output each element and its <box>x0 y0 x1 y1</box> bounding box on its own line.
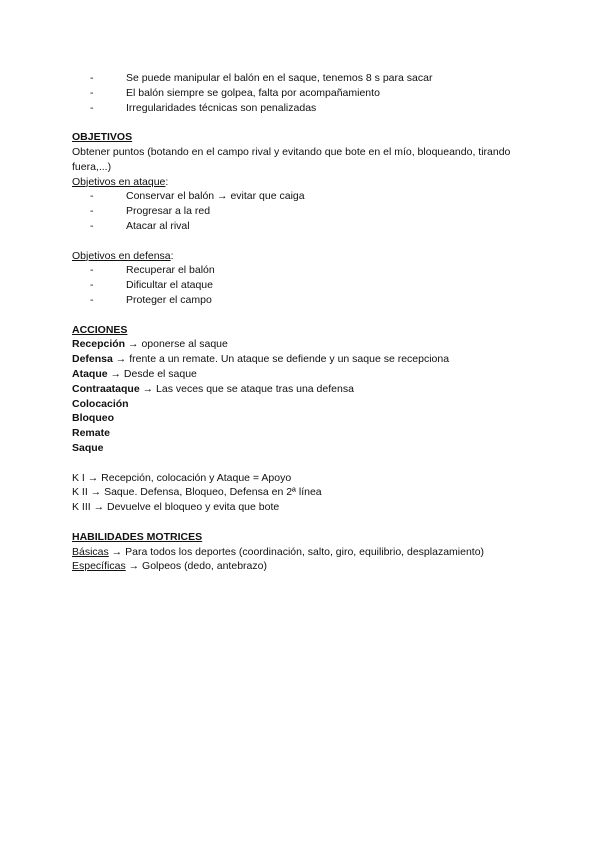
accion-term: Bloqueo <box>72 412 114 425</box>
intro-bullet-list <box>72 71 532 115</box>
defensa-bullet-list <box>72 263 532 307</box>
accion-term: Defensa <box>72 353 113 366</box>
spacer <box>72 515 532 530</box>
spacer <box>72 115 532 130</box>
list-item <box>90 101 532 116</box>
accion-line <box>72 426 532 441</box>
ataque-label: Objetivos en ataque <box>72 175 166 188</box>
bullet-text: El balón siempre se golpea, falta por acompañamiento <box>126 86 380 99</box>
bullet-dash: - <box>90 205 94 218</box>
bullet-text: Atacar al rival <box>126 219 190 232</box>
bullet-text: Conservar el balón → evitar que caiga <box>126 190 305 203</box>
accion-line <box>72 411 532 426</box>
bullet-dash: - <box>90 264 94 277</box>
section-heading-habilidades: HABILIDADES MOTRICES <box>72 530 203 543</box>
accion-term: Remate <box>72 427 110 440</box>
accion-line <box>72 397 532 412</box>
bullet-text: Recuperar el balón <box>126 264 215 277</box>
section-heading-objetivos: OBJETIVOS <box>72 131 133 144</box>
k-line: K II → Saque. Defensa, Bloqueo, Defensa en 2ª línea <box>72 486 322 499</box>
bullet-text: Proteger el campo <box>126 293 212 306</box>
section-heading-acciones: ACCIONES <box>72 323 128 336</box>
bullet-dash: - <box>90 293 94 306</box>
list-item <box>90 71 532 86</box>
bullet-dash: - <box>90 190 94 203</box>
list-item <box>90 86 532 101</box>
ataque-bullet-list <box>72 189 532 233</box>
k-line: K I → Recepción, colocación y Ataque = Apoyo <box>72 471 292 484</box>
defensa-label-line: Objetivos en defensa: <box>72 249 174 262</box>
list-item <box>90 219 532 234</box>
accion-term: Contraataque <box>72 382 140 395</box>
spacer <box>72 308 532 323</box>
bullet-dash: - <box>90 72 94 84</box>
accion-term: Colocación <box>72 397 129 410</box>
k-line: K III → Devuelve el bloqueo y evita que bote <box>72 501 280 514</box>
accion-desc: → Desde el saque <box>107 367 197 380</box>
accion-line <box>72 441 532 456</box>
accion-desc: → oponerse al saque <box>125 338 228 351</box>
ataque-label-line: Objetivos en ataque: <box>72 175 169 188</box>
accion-term: Recepción <box>72 338 126 351</box>
accion-line <box>72 367 532 382</box>
accion-term: Ataque <box>72 367 108 380</box>
bullet-dash: - <box>90 86 94 99</box>
accion-desc: → frente a un remate. Un ataque se defiende y un saque se recepciona <box>112 353 450 366</box>
basicas-text: → Para todos los deportes (coordinación, salto, giro, equilibrio, desplazamiento) <box>108 545 485 558</box>
accion-line <box>72 382 532 397</box>
bullet-text: Se puede manipular el balón en el saque, tenemos 8 s para sacar <box>126 72 433 84</box>
accion-line <box>72 352 532 367</box>
especificas-label: Específicas <box>72 560 126 573</box>
spacer <box>72 234 532 249</box>
accion-term: Saque <box>72 441 104 454</box>
list-item <box>90 189 532 204</box>
document-page <box>72 71 532 574</box>
bullet-dash: - <box>90 101 94 114</box>
bullet-dash: - <box>90 279 94 292</box>
list-item <box>90 293 532 308</box>
bullet-text: Irregularidades técnicas son penalizadas <box>126 101 317 114</box>
defensa-label: Objetivos en defensa <box>72 249 171 262</box>
list-item <box>90 263 532 278</box>
accion-line <box>72 337 532 352</box>
bullet-dash: - <box>90 219 94 232</box>
bullet-text: Progresar a la red <box>126 205 211 218</box>
basicas-line <box>72 545 532 560</box>
basicas-label: Básicas <box>72 545 109 558</box>
accion-desc: → Las veces que se ataque tras una defensa <box>139 382 354 395</box>
especificas-text: → Golpeos (dedo, antebrazo) <box>125 560 267 573</box>
especificas-line <box>72 559 532 574</box>
list-item <box>90 204 532 219</box>
bullet-text: Dificultar el ataque <box>126 279 213 292</box>
list-item <box>90 278 532 293</box>
objetivos-text: Obtener puntos (botando en el campo rival y evitando que bote en el mío, bloqueando, tirando fuera,...) <box>72 145 511 173</box>
spacer <box>72 456 532 471</box>
